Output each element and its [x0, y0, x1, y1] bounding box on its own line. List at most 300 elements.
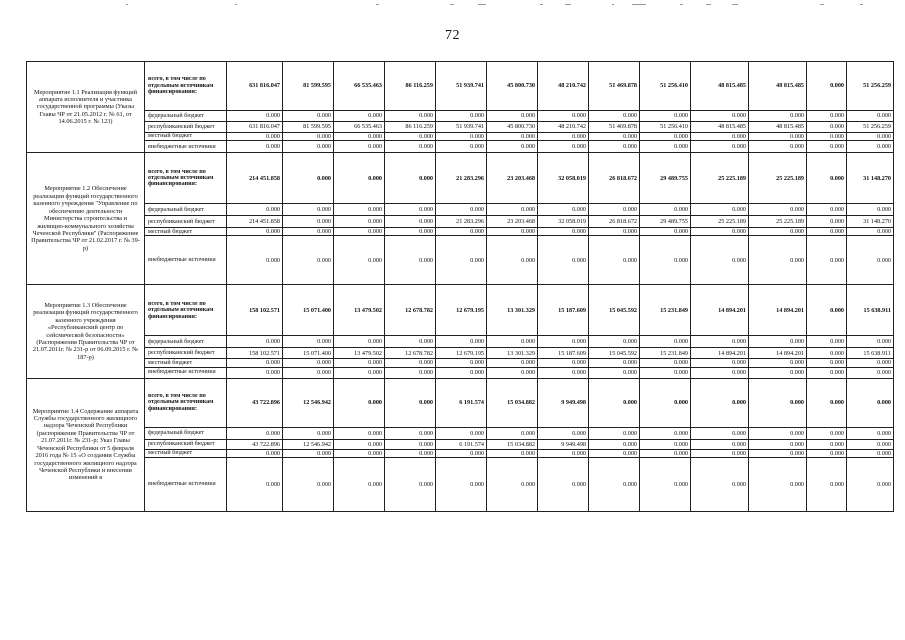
amount-cell: 0.000	[227, 336, 283, 348]
amount-cell: 6 191.574	[436, 439, 487, 449]
amount-cell: 0.000	[691, 141, 749, 153]
amount-cell: 12 678.782	[385, 285, 436, 336]
amount-cell: 0.000	[227, 228, 283, 236]
amount-cell: 15 034.882	[487, 439, 538, 449]
amount-cell: 0.000	[334, 153, 385, 204]
funding-source: местный бюджет	[145, 359, 227, 367]
amount-cell: 0.000	[385, 111, 436, 122]
amount-cell: 43 722.896	[227, 439, 283, 449]
amount-cell: 0.000	[538, 427, 589, 439]
amount-cell: 0.000	[589, 204, 640, 216]
amount-cell: 0.000	[385, 133, 436, 141]
amount-cell: 0.000	[385, 367, 436, 378]
amount-cell: 13 479.502	[334, 348, 385, 359]
table-row	[27, 359, 894, 367]
amount-cell: 0.000	[691, 133, 749, 141]
amount-cell: 31 148.270	[847, 153, 894, 204]
amount-cell: 0.000	[487, 336, 538, 348]
amount-cell: 0.000	[436, 336, 487, 348]
amount-cell: 45 800.730	[487, 122, 538, 133]
amount-cell: 0.000	[589, 359, 640, 367]
amount-cell: 0.000	[640, 378, 691, 427]
amount-cell: 25 225.189	[691, 153, 749, 204]
amount-cell: 48 210.742	[538, 62, 589, 111]
amount-cell: 0.000	[436, 111, 487, 122]
amount-cell: 0.000	[807, 141, 847, 153]
amount-cell: 0.000	[807, 204, 847, 216]
amount-cell: 0.000	[589, 367, 640, 378]
amount-cell: 0.000	[640, 204, 691, 216]
amount-cell: 0.000	[847, 228, 894, 236]
amount-cell: 0.000	[847, 336, 894, 348]
amount-cell: 0.000	[749, 367, 807, 378]
amount-cell: 0.000	[487, 449, 538, 457]
amount-cell: 631 816.047	[227, 62, 283, 111]
amount-cell: 158 102.571	[227, 348, 283, 359]
table-row	[27, 449, 894, 457]
amount-cell: 0.000	[589, 427, 640, 439]
amount-cell: 0.000	[436, 449, 487, 457]
amount-cell: 86 116.259	[385, 62, 436, 111]
amount-cell: 0.000	[385, 228, 436, 236]
amount-cell: 0.000	[538, 141, 589, 153]
amount-cell: 0.000	[334, 359, 385, 367]
amount-cell: 0.000	[640, 359, 691, 367]
amount-cell: 0.000	[334, 236, 385, 285]
amount-cell: 0.000	[334, 133, 385, 141]
amount-cell: 0.000	[807, 285, 847, 336]
amount-cell: 0.000	[807, 427, 847, 439]
table-row	[27, 122, 894, 133]
amount-cell: 23 203.468	[487, 216, 538, 228]
table-row	[27, 367, 894, 378]
table-row	[27, 457, 894, 511]
amount-cell: 0.000	[589, 141, 640, 153]
amount-cell: 48 815.485	[749, 62, 807, 111]
funding-source: всего, в том числе по отдельным источникам финансирования:	[145, 62, 227, 111]
table-row	[27, 348, 894, 359]
amount-cell: 12 546.942	[283, 439, 334, 449]
amount-cell: 66 535.463	[334, 62, 385, 111]
amount-cell: 0.000	[640, 457, 691, 511]
measure-description: Мероприятие 1.2 Обеспечение реализации функций государственного казенного учреждения "Управление по обеспечению деятельности Министерства строительства и жилищно-коммунального хозяйства Чеченской Республики" (Распоряжение Правительства ЧР от 21.02.2017 г. № 39-р)	[27, 153, 145, 285]
amount-cell: 0.000	[749, 236, 807, 285]
amount-cell: 0.000	[538, 133, 589, 141]
amount-cell: 0.000	[847, 427, 894, 439]
amount-cell: 0.000	[487, 141, 538, 153]
amount-cell: 0.000	[847, 449, 894, 457]
amount-cell: 48 210.742	[538, 122, 589, 133]
funding-source: местный бюджет	[145, 228, 227, 236]
amount-cell: 0.000	[436, 133, 487, 141]
amount-cell: 0.000	[640, 427, 691, 439]
amount-cell: 0.000	[538, 336, 589, 348]
table-row	[27, 285, 894, 336]
amount-cell: 0.000	[487, 427, 538, 439]
amount-cell: 0.000	[691, 378, 749, 427]
amount-cell: 0.000	[487, 204, 538, 216]
funding-source: внебюджетные источники	[145, 141, 227, 153]
amount-cell: 0.000	[436, 228, 487, 236]
amount-cell: 81 599.595	[283, 62, 334, 111]
funding-source: внебюджетные источники	[145, 236, 227, 285]
amount-cell: 0.000	[436, 236, 487, 285]
amount-cell: 13 479.502	[334, 285, 385, 336]
amount-cell: 0.000	[847, 133, 894, 141]
amount-cell: 0.000	[283, 359, 334, 367]
table-row	[27, 439, 894, 449]
table-row	[27, 153, 894, 204]
amount-cell: 0.000	[385, 378, 436, 427]
amount-cell: 0.000	[436, 367, 487, 378]
amount-cell: 0.000	[807, 457, 847, 511]
amount-cell: 0.000	[749, 359, 807, 367]
amount-cell: 21 283.296	[436, 216, 487, 228]
funding-source: республиканский бюджет	[145, 216, 227, 228]
amount-cell: 48 815.485	[691, 122, 749, 133]
amount-cell: 15 045.592	[589, 285, 640, 336]
amount-cell: 0.000	[807, 228, 847, 236]
amount-cell: 0.000	[847, 439, 894, 449]
amount-cell: 0.000	[589, 336, 640, 348]
amount-cell: 51 256.259	[847, 62, 894, 111]
amount-cell: 15 638.911	[847, 348, 894, 359]
amount-cell: 26 818.672	[589, 216, 640, 228]
amount-cell: 0.000	[807, 111, 847, 122]
amount-cell: 0.000	[283, 133, 334, 141]
funding-source: федеральный бюджет	[145, 111, 227, 122]
amount-cell: 0.000	[807, 133, 847, 141]
amount-cell: 0.000	[847, 457, 894, 511]
amount-cell: 15 071.400	[283, 285, 334, 336]
amount-cell: 15 187.609	[538, 348, 589, 359]
amount-cell: 0.000	[640, 133, 691, 141]
funding-source: внебюджетные источники	[145, 457, 227, 511]
amount-cell: 0.000	[487, 228, 538, 236]
amount-cell: 0.000	[487, 133, 538, 141]
amount-cell: 0.000	[691, 449, 749, 457]
measure-description: Мероприятие 1.3 Обеспечение реализации функций государственного казенного учреждения «Республиканский центр по сейсмической безопасности» (Распоряжения Правительства ЧР от 21.07.2011г. № 231-р от 06.09.2015 г. № 187-р)	[27, 285, 145, 378]
amount-cell: 0.000	[807, 348, 847, 359]
amount-cell: 0.000	[227, 359, 283, 367]
amount-cell: 0.000	[589, 378, 640, 427]
amount-cell: 21 283.296	[436, 153, 487, 204]
amount-cell: 51 469.878	[589, 62, 640, 111]
amount-cell: 0.000	[283, 367, 334, 378]
amount-cell: 0.000	[334, 367, 385, 378]
amount-cell: 0.000	[334, 204, 385, 216]
amount-cell: 0.000	[334, 449, 385, 457]
amount-cell: 0.000	[691, 336, 749, 348]
funding-source: всего, в том числе по отдельным источникам финансирования:	[145, 378, 227, 427]
amount-cell: 25 225.189	[691, 216, 749, 228]
amount-cell: 48 815.485	[691, 62, 749, 111]
amount-cell: 0.000	[283, 336, 334, 348]
table-row	[27, 62, 894, 111]
amount-cell: 15 231.849	[640, 348, 691, 359]
amount-cell: 0.000	[589, 236, 640, 285]
amount-cell: 0.000	[334, 216, 385, 228]
amount-cell: 214 451.858	[227, 216, 283, 228]
amount-cell: 0.000	[487, 367, 538, 378]
amount-cell: 15 071.400	[283, 348, 334, 359]
amount-cell: 9 949.498	[538, 439, 589, 449]
amount-cell: 158 102.571	[227, 285, 283, 336]
amount-cell: 0.000	[807, 367, 847, 378]
funding-source: федеральный бюджет	[145, 204, 227, 216]
amount-cell: 0.000	[749, 378, 807, 427]
amount-cell: 0.000	[227, 449, 283, 457]
amount-cell: 0.000	[847, 359, 894, 367]
amount-cell: 0.000	[436, 359, 487, 367]
amount-cell: 0.000	[227, 141, 283, 153]
funding-source: федеральный бюджет	[145, 427, 227, 439]
amount-cell: 0.000	[807, 236, 847, 285]
amount-cell: 0.000	[385, 204, 436, 216]
amount-cell: 13 301.329	[487, 285, 538, 336]
amount-cell: 0.000	[334, 427, 385, 439]
amount-cell: 81 599.595	[283, 122, 334, 133]
amount-cell: 12 679.195	[436, 285, 487, 336]
amount-cell: 25 225.189	[749, 153, 807, 204]
table-row	[27, 204, 894, 216]
funding-source: местный бюджет	[145, 133, 227, 141]
funding-source: местный бюджет	[145, 449, 227, 457]
amount-cell: 214 451.858	[227, 153, 283, 204]
amount-cell: 48 815.485	[749, 122, 807, 133]
amount-cell: 0.000	[385, 449, 436, 457]
amount-cell: 0.000	[436, 204, 487, 216]
amount-cell: 51 469.878	[589, 122, 640, 133]
amount-cell: 51 939.741	[436, 122, 487, 133]
amount-cell: 0.000	[334, 141, 385, 153]
amount-cell: 0.000	[283, 457, 334, 511]
amount-cell: 32 058.019	[538, 153, 589, 204]
financing-table	[26, 61, 894, 512]
page-number: 72	[445, 28, 460, 43]
amount-cell: 0.000	[589, 439, 640, 449]
amount-cell: 0.000	[283, 204, 334, 216]
amount-cell: 0.000	[385, 216, 436, 228]
amount-cell: 0.000	[749, 336, 807, 348]
amount-cell: 43 722.896	[227, 378, 283, 427]
amount-cell: 25 225.189	[749, 216, 807, 228]
funding-source: внебюджетные источники	[145, 367, 227, 378]
funding-source: всего, в том числе по отдельным источникам финансирования:	[145, 153, 227, 204]
amount-cell: 0.000	[385, 427, 436, 439]
amount-cell: 0.000	[334, 457, 385, 511]
amount-cell: 0.000	[807, 216, 847, 228]
measure-description: Мероприятие 1.4 Содержание аппарата Службы государственного жилищного надзора Чеченской Республики (распоряжение Правительства ЧР от 21.07.2011г. № 231-р; Указ Главы Чеченской Республики от 5 февраля 2016 года № 15 «О создании Службы государственного жилищного надзора Чеченской Республики и внесении изменений в	[27, 378, 145, 511]
amount-cell: 0.000	[847, 236, 894, 285]
amount-cell: 0.000	[807, 359, 847, 367]
amount-cell: 0.000	[283, 236, 334, 285]
amount-cell: 0.000	[749, 133, 807, 141]
amount-cell: 0.000	[385, 439, 436, 449]
funding-source: всего, в том числе по отдельным источникам финансирования:	[145, 285, 227, 336]
amount-cell: 14 894.201	[749, 285, 807, 336]
amount-cell: 0.000	[538, 457, 589, 511]
amount-cell: 0.000	[487, 457, 538, 511]
amount-cell: 0.000	[227, 457, 283, 511]
amount-cell: 15 231.849	[640, 285, 691, 336]
amount-cell: 9 949.498	[538, 378, 589, 427]
amount-cell: 31 148.270	[847, 216, 894, 228]
amount-cell: 0.000	[227, 111, 283, 122]
amount-cell: 15 034.882	[487, 378, 538, 427]
amount-cell: 0.000	[749, 427, 807, 439]
amount-cell: 0.000	[589, 457, 640, 511]
amount-cell: 12 678.782	[385, 348, 436, 359]
amount-cell: 0.000	[807, 122, 847, 133]
amount-cell: 0.000	[283, 228, 334, 236]
funding-source: республиканский бюджет	[145, 348, 227, 359]
amount-cell: 51 256.259	[847, 122, 894, 133]
amount-cell: 51 256.410	[640, 122, 691, 133]
amount-cell: 29 489.755	[640, 153, 691, 204]
funding-source: федеральный бюджет	[145, 336, 227, 348]
table-row	[27, 378, 894, 427]
amount-cell: 0.000	[749, 111, 807, 122]
amount-cell: 0.000	[640, 449, 691, 457]
amount-cell: 0.000	[589, 111, 640, 122]
amount-cell: 86 116.259	[385, 122, 436, 133]
amount-cell: 29 489.755	[640, 216, 691, 228]
amount-cell: 0.000	[691, 427, 749, 439]
amount-cell: 0.000	[436, 427, 487, 439]
amount-cell: 0.000	[334, 336, 385, 348]
amount-cell: 0.000	[807, 153, 847, 204]
table-row	[27, 216, 894, 228]
amount-cell: 0.000	[640, 228, 691, 236]
amount-cell: 51 939.741	[436, 62, 487, 111]
amount-cell: 0.000	[691, 359, 749, 367]
amount-cell: 0.000	[640, 367, 691, 378]
amount-cell: 0.000	[847, 141, 894, 153]
amount-cell: 32 058.019	[538, 216, 589, 228]
amount-cell: 0.000	[589, 133, 640, 141]
amount-cell: 26 818.672	[589, 153, 640, 204]
amount-cell: 0.000	[538, 449, 589, 457]
amount-cell: 0.000	[589, 228, 640, 236]
amount-cell: 0.000	[691, 111, 749, 122]
funding-source: республиканский бюджет	[145, 439, 227, 449]
amount-cell: 0.000	[749, 141, 807, 153]
amount-cell: 0.000	[807, 62, 847, 111]
amount-cell: 0.000	[227, 427, 283, 439]
amount-cell: 0.000	[749, 457, 807, 511]
amount-cell: 0.000	[640, 336, 691, 348]
funding-source: республиканский бюджет	[145, 122, 227, 133]
amount-cell: 0.000	[385, 141, 436, 153]
amount-cell: 0.000	[227, 367, 283, 378]
amount-cell: 12 679.195	[436, 348, 487, 359]
table-row	[27, 141, 894, 153]
amount-cell: 0.000	[334, 228, 385, 236]
amount-cell: 0.000	[538, 228, 589, 236]
amount-cell: 0.000	[807, 449, 847, 457]
amount-cell: 0.000	[227, 204, 283, 216]
amount-cell: 0.000	[538, 236, 589, 285]
amount-cell: 0.000	[847, 111, 894, 122]
amount-cell: 0.000	[227, 133, 283, 141]
amount-cell: 0.000	[436, 141, 487, 153]
amount-cell: 0.000	[749, 439, 807, 449]
amount-cell: 0.000	[847, 204, 894, 216]
amount-cell: 0.000	[847, 367, 894, 378]
scan-artifacts	[0, 0, 905, 10]
amount-cell: 0.000	[227, 236, 283, 285]
amount-cell: 15 045.592	[589, 348, 640, 359]
amount-cell: 0.000	[538, 204, 589, 216]
amount-cell: 0.000	[807, 336, 847, 348]
amount-cell: 0.000	[283, 449, 334, 457]
amount-cell: 0.000	[691, 236, 749, 285]
amount-cell: 0.000	[385, 457, 436, 511]
amount-cell: 0.000	[691, 367, 749, 378]
amount-cell: 6 191.574	[436, 378, 487, 427]
table-row	[27, 133, 894, 141]
amount-cell: 14 894.201	[749, 348, 807, 359]
amount-cell: 15 187.609	[538, 285, 589, 336]
amount-cell: 15 638.911	[847, 285, 894, 336]
amount-cell: 0.000	[385, 153, 436, 204]
amount-cell: 0.000	[538, 359, 589, 367]
amount-cell: 0.000	[691, 439, 749, 449]
amount-cell: 0.000	[283, 427, 334, 439]
amount-cell: 0.000	[749, 449, 807, 457]
amount-cell: 0.000	[807, 378, 847, 427]
measure-description: Мероприятие 1.1 Реализация функций аппарата исполнителя и участника государственной программы (Указы Главы ЧР от 21.05.2012 г. № 61, от 14.06.2015 г. № 123)	[27, 62, 145, 153]
amount-cell: 0.000	[283, 153, 334, 204]
amount-cell: 13 301.329	[487, 348, 538, 359]
amount-cell: 0.000	[538, 111, 589, 122]
amount-cell: 0.000	[487, 359, 538, 367]
amount-cell: 0.000	[749, 228, 807, 236]
amount-cell: 12 546.942	[283, 378, 334, 427]
amount-cell: 14 894.201	[691, 348, 749, 359]
table-row	[27, 427, 894, 439]
amount-cell: 631 816.047	[227, 122, 283, 133]
amount-cell: 0.000	[589, 449, 640, 457]
amount-cell: 0.000	[691, 457, 749, 511]
table-row	[27, 111, 894, 122]
amount-cell: 0.000	[385, 236, 436, 285]
table-row	[27, 228, 894, 236]
amount-cell: 14 894.201	[691, 285, 749, 336]
amount-cell: 0.000	[847, 378, 894, 427]
amount-cell: 0.000	[334, 111, 385, 122]
amount-cell: 0.000	[487, 236, 538, 285]
amount-cell: 0.000	[283, 216, 334, 228]
amount-cell: 0.000	[807, 439, 847, 449]
amount-cell: 0.000	[640, 141, 691, 153]
amount-cell: 0.000	[640, 111, 691, 122]
amount-cell: 0.000	[334, 439, 385, 449]
amount-cell: 0.000	[436, 457, 487, 511]
amount-cell: 0.000	[487, 111, 538, 122]
amount-cell: 0.000	[283, 111, 334, 122]
amount-cell: 0.000	[538, 367, 589, 378]
table-row	[27, 236, 894, 285]
amount-cell: 45 800.730	[487, 62, 538, 111]
amount-cell: 0.000	[283, 141, 334, 153]
amount-cell: 0.000	[640, 439, 691, 449]
amount-cell: 51 256.410	[640, 62, 691, 111]
amount-cell: 0.000	[385, 359, 436, 367]
amount-cell: 0.000	[640, 236, 691, 285]
table-row	[27, 336, 894, 348]
